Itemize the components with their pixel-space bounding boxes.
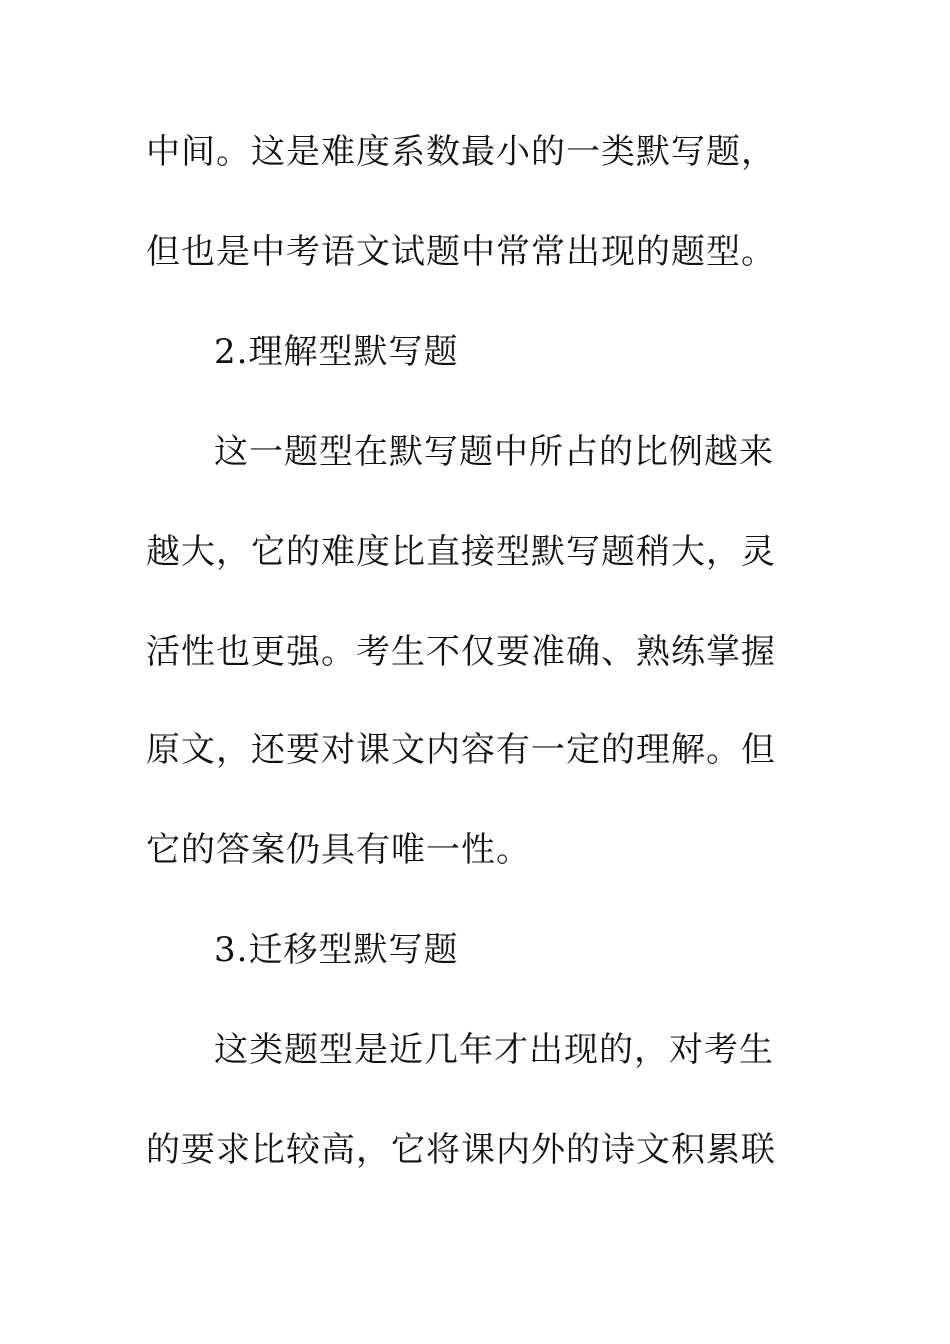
paragraph-line: 但也是中考语文试题中常常出现的题型。 bbox=[146, 232, 776, 272]
paragraph-line: 的要求比较高，它将课内外的诗文积累联 bbox=[146, 1130, 776, 1170]
paragraph-line: 这类题型是近几年才出现的，对考生 bbox=[214, 1030, 774, 1070]
paragraph-line: 原文，还要对课文内容有一定的理解。但 bbox=[146, 730, 776, 770]
section-heading: 3.迁移型默写题 bbox=[214, 930, 459, 970]
paragraph-line: 这一题型在默写题中所占的比例越来 bbox=[214, 432, 774, 472]
paragraph-line: 它的答案仍具有唯一性。 bbox=[146, 830, 531, 870]
paragraph-line: 越大，它的难度比直接型默写题稍大，灵 bbox=[146, 532, 776, 572]
paragraph-line: 活性也更强。考生不仅要准确、熟练掌握 bbox=[146, 632, 776, 672]
section-heading: 2.理解型默写题 bbox=[214, 332, 459, 372]
paragraph-line: 中间。这是难度系数最小的一类默写题， bbox=[146, 132, 776, 172]
